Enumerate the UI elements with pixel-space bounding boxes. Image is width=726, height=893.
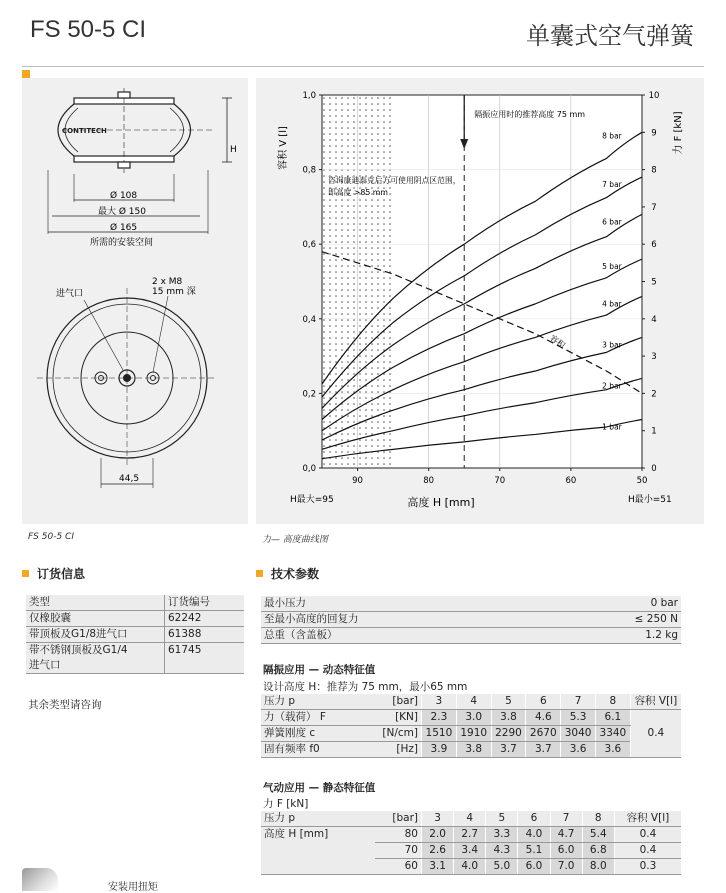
iso-head-cell: 压力 p bbox=[261, 694, 375, 710]
thread-label-1: 2 x M8 bbox=[152, 277, 183, 287]
param-label: 至最小高度的回复力 bbox=[261, 612, 543, 628]
pn-value: 2.7 bbox=[454, 827, 486, 843]
brand-logo: CONTITECH bbox=[62, 127, 107, 135]
order-type-line1: 带不锈钢顶板及G1/4 bbox=[29, 644, 128, 656]
iso-value: 3340 bbox=[595, 726, 630, 742]
order-note: 其余类型请咨询 bbox=[28, 699, 102, 711]
section-marker bbox=[256, 570, 263, 577]
pn-head-cell: 4 bbox=[454, 811, 486, 827]
y-right-tick-label: 8 bbox=[651, 165, 657, 176]
y-right-tick-label: 0 bbox=[651, 464, 657, 474]
consult-note-2: 即高度 >85 mm bbox=[328, 188, 388, 197]
iso-head-cell: [bar] bbox=[375, 694, 422, 710]
iso-value: 3.0 bbox=[456, 710, 491, 726]
y-left-tick-label: 0,6 bbox=[302, 240, 316, 251]
table-row bbox=[261, 628, 681, 644]
pn-height: 70 bbox=[375, 843, 422, 859]
order-header-type: 类型 bbox=[26, 595, 165, 611]
pn-title: 气动应用 — 静态特征值 bbox=[263, 782, 376, 794]
top-view bbox=[37, 288, 217, 488]
order-title-text: 订货信息 bbox=[37, 567, 86, 581]
order-type-cell bbox=[26, 643, 165, 674]
y-left-axis-label: 容积 V [l] bbox=[278, 126, 289, 170]
pn-volume: 0.4 bbox=[614, 827, 681, 843]
h-min-label: H最小=51 bbox=[628, 495, 672, 505]
dim-108-label: Ø 108 bbox=[110, 191, 138, 201]
iso-value: 1910 bbox=[456, 726, 491, 742]
recommended-note: 隔振应用时的推荐高度 75 mm bbox=[474, 110, 586, 119]
series-label: 2 bar bbox=[602, 381, 622, 391]
pn-value: 2.0 bbox=[422, 827, 454, 843]
pn-value: 4.0 bbox=[518, 827, 550, 843]
volume-label: 容积 bbox=[548, 333, 567, 351]
y-left-tick-label: 0,4 bbox=[302, 314, 316, 325]
order-code-cell: 62242 bbox=[165, 611, 245, 627]
pn-head-cell: 6 bbox=[518, 811, 550, 827]
chart-panel bbox=[256, 78, 704, 524]
iso-value: 6.1 bbox=[595, 710, 630, 726]
pn-value: 5.1 bbox=[518, 843, 550, 859]
pn-value: 8.0 bbox=[582, 859, 614, 875]
iso-value: 3040 bbox=[561, 726, 596, 742]
pn-value: 4.7 bbox=[550, 827, 582, 843]
chart-caption: 力— 高度曲线图 bbox=[262, 535, 328, 545]
series-label: 3 bar bbox=[602, 340, 622, 350]
y-left-tick-label: 0,8 bbox=[302, 165, 316, 176]
order-type-line2: 进气口 bbox=[29, 659, 61, 671]
order-header-code: 订货编号 bbox=[165, 595, 245, 611]
tech-basic-wrap bbox=[261, 596, 681, 644]
pn-volume: 0.3 bbox=[614, 859, 681, 875]
order-header-row bbox=[26, 595, 244, 611]
iso-value: 1510 bbox=[422, 726, 457, 742]
table-row bbox=[261, 827, 681, 843]
pn-height: 60 bbox=[375, 859, 422, 875]
x-tick-label: 60 bbox=[565, 476, 577, 486]
y-right-tick-label: 2 bbox=[651, 389, 657, 400]
pn-value: 3.1 bbox=[422, 859, 454, 875]
param-value: 1.2 kg bbox=[543, 628, 681, 644]
pn-head-cell: [bar] bbox=[375, 811, 422, 827]
iso-value: 3.9 bbox=[422, 742, 457, 758]
order-type-cell: 带顶板及G1/8进气口 bbox=[26, 627, 165, 643]
y-right-tick-label: 1 bbox=[651, 426, 657, 437]
pn-value: 6.8 bbox=[582, 843, 614, 859]
iso-row-label: 弹簧刚度 c bbox=[261, 726, 375, 742]
y-right-axis-label: 力 F [kN] bbox=[673, 111, 684, 155]
table-row bbox=[26, 643, 244, 674]
model-title: FS 50-5 CI bbox=[30, 16, 147, 43]
table-row bbox=[261, 742, 681, 758]
x-axis-label: 高度 H [mm] bbox=[407, 496, 475, 509]
pn-value: 2.6 bbox=[422, 843, 454, 859]
table-row bbox=[261, 710, 681, 726]
iso-head-cell: 8 bbox=[595, 694, 630, 710]
param-value: 0 bar bbox=[543, 596, 681, 612]
iso-subtitle: 设计高度 H：推荐为 75 mm，最小65 mm bbox=[263, 681, 468, 693]
consult-note-1: 咨询康迪泰克后方可使用阴点区范围， bbox=[328, 176, 461, 185]
series-label: 4 bar bbox=[602, 299, 622, 309]
order-type-cell: 仅橡胶囊 bbox=[26, 611, 165, 627]
h-max-label: H最大=95 bbox=[290, 495, 334, 505]
accent-square bbox=[22, 70, 30, 78]
iso-title: 隔振应用 — 动态特征值 bbox=[263, 664, 376, 676]
drawing-panel bbox=[22, 78, 248, 524]
technical-drawing bbox=[22, 78, 248, 524]
iso-head-cell: 3 bbox=[422, 694, 457, 710]
order-table-wrap bbox=[26, 595, 244, 674]
x-tick-label: 70 bbox=[494, 476, 506, 486]
y-right-tick-label: 6 bbox=[651, 240, 657, 251]
iso-value: 3.6 bbox=[561, 742, 596, 758]
pn-head-cell: 压力 p bbox=[261, 811, 375, 827]
pn-table-wrap bbox=[261, 811, 681, 875]
dim-165-label: Ø 165 bbox=[110, 223, 138, 233]
y-left-tick-label: 0,0 bbox=[302, 464, 316, 474]
pn-head-cell: 容积 V[l] bbox=[614, 811, 681, 827]
pn-height: 80 bbox=[375, 827, 422, 843]
series-label: 5 bar bbox=[602, 262, 622, 272]
y-right-tick-label: 9 bbox=[651, 128, 657, 139]
pn-head-cell: 3 bbox=[422, 811, 454, 827]
iso-row-unit: [Hz] bbox=[375, 742, 422, 758]
pn-value: 6.0 bbox=[518, 859, 550, 875]
pn-header-row bbox=[261, 811, 681, 827]
table-row bbox=[261, 726, 681, 742]
pn-subtitle: 力 F [kN] bbox=[263, 798, 309, 810]
iso-head-cell: 5 bbox=[491, 694, 526, 710]
y-right-tick-label: 7 bbox=[651, 202, 657, 213]
pn-head-cell: 5 bbox=[486, 811, 518, 827]
iso-value: 3.8 bbox=[456, 742, 491, 758]
y-right-tick-label: 3 bbox=[651, 352, 657, 363]
iso-value: 2.3 bbox=[422, 710, 457, 726]
x-tick-label: 90 bbox=[352, 476, 363, 486]
table-row bbox=[26, 627, 244, 643]
param-label: 总重（含盖板） bbox=[261, 628, 543, 644]
series-label: 7 bar bbox=[602, 180, 622, 190]
drawing-caption: FS 50-5 CI bbox=[28, 532, 74, 542]
table-row bbox=[261, 596, 681, 612]
iso-volume-value: 0.4 bbox=[630, 710, 681, 758]
iso-value: 5.3 bbox=[561, 710, 596, 726]
force-height-chart bbox=[256, 78, 704, 524]
pn-row-label: 高度 H [mm] bbox=[261, 827, 375, 875]
param-value: ≤ 250 N bbox=[543, 612, 681, 628]
iso-header-row bbox=[261, 694, 681, 710]
table-row bbox=[26, 611, 244, 627]
dim-445-label: 44,5 bbox=[119, 474, 140, 484]
pn-value: 7.0 bbox=[550, 859, 582, 875]
install-space-label: 所需的安装空间 bbox=[90, 238, 154, 248]
iso-row-label: 力（载荷） F bbox=[261, 710, 375, 726]
basic-params-table bbox=[261, 596, 681, 644]
page-title: 单囊式空气弹簧 bbox=[526, 22, 694, 50]
y-right-tick-label: 4 bbox=[651, 314, 657, 325]
pn-head-cell: 7 bbox=[550, 811, 582, 827]
order-code-cell: 61388 bbox=[165, 627, 245, 643]
section-marker bbox=[22, 570, 29, 577]
iso-head-cell: 7 bbox=[561, 694, 596, 710]
series-label: 8 bar bbox=[602, 131, 622, 141]
series-label: 6 bar bbox=[602, 217, 622, 227]
iso-value: 2670 bbox=[526, 726, 561, 742]
y-right-tick-label: 5 bbox=[651, 277, 657, 288]
pn-value: 5.4 bbox=[582, 827, 614, 843]
iso-head-cell: 容积 V[l] bbox=[630, 694, 681, 710]
header-divider bbox=[22, 66, 704, 67]
iso-table bbox=[261, 694, 681, 758]
pn-head-cell: 8 bbox=[582, 811, 614, 827]
iso-row-label: 固有频率 f0 bbox=[261, 742, 375, 758]
pn-table bbox=[261, 811, 681, 875]
pn-value: 3.3 bbox=[486, 827, 518, 843]
order-table bbox=[26, 595, 244, 674]
iso-value: 3.7 bbox=[526, 742, 561, 758]
series-label: 1 bar bbox=[602, 422, 622, 432]
wrench-image bbox=[22, 868, 58, 891]
iso-value: 2290 bbox=[491, 726, 526, 742]
pn-value: 6.0 bbox=[550, 843, 582, 859]
x-tick-label: 80 bbox=[423, 476, 435, 486]
iso-value: 3.7 bbox=[491, 742, 526, 758]
table-row bbox=[261, 612, 681, 628]
iso-row-unit: [KN] bbox=[375, 710, 422, 726]
iso-value: 3.8 bbox=[491, 710, 526, 726]
iso-value: 3.6 bbox=[595, 742, 630, 758]
footer-label: 安装用扭矩 bbox=[108, 882, 158, 893]
iso-head-cell: 6 bbox=[526, 694, 561, 710]
thread-label-2: 15 mm 深 bbox=[152, 287, 196, 297]
y-left-tick-label: 0,2 bbox=[302, 389, 316, 400]
y-left-tick-label: 1,0 bbox=[302, 91, 316, 101]
iso-head-cell: 4 bbox=[456, 694, 491, 710]
iso-row-unit: [N/cm] bbox=[375, 726, 422, 742]
pn-value: 4.3 bbox=[486, 843, 518, 859]
order-section-title bbox=[22, 565, 85, 582]
pn-value: 5.0 bbox=[486, 859, 518, 875]
y-right-tick-label: 10 bbox=[648, 91, 660, 101]
x-tick-label: 50 bbox=[636, 476, 648, 486]
dim-150-label: 最大 Ø 150 bbox=[98, 207, 146, 217]
pn-value: 4.0 bbox=[454, 859, 486, 875]
iso-value: 4.6 bbox=[526, 710, 561, 726]
order-code-cell: 61745 bbox=[165, 643, 245, 674]
iso-table-wrap bbox=[261, 694, 681, 758]
param-label: 最小压力 bbox=[261, 596, 543, 612]
tech-section-title bbox=[256, 565, 319, 582]
pn-value: 3.4 bbox=[454, 843, 486, 859]
dim-h-label: H bbox=[230, 145, 237, 155]
inlet-label: 进气口 bbox=[56, 289, 84, 299]
tech-title-text: 技术参数 bbox=[271, 567, 320, 581]
pn-volume: 0.4 bbox=[614, 843, 681, 859]
